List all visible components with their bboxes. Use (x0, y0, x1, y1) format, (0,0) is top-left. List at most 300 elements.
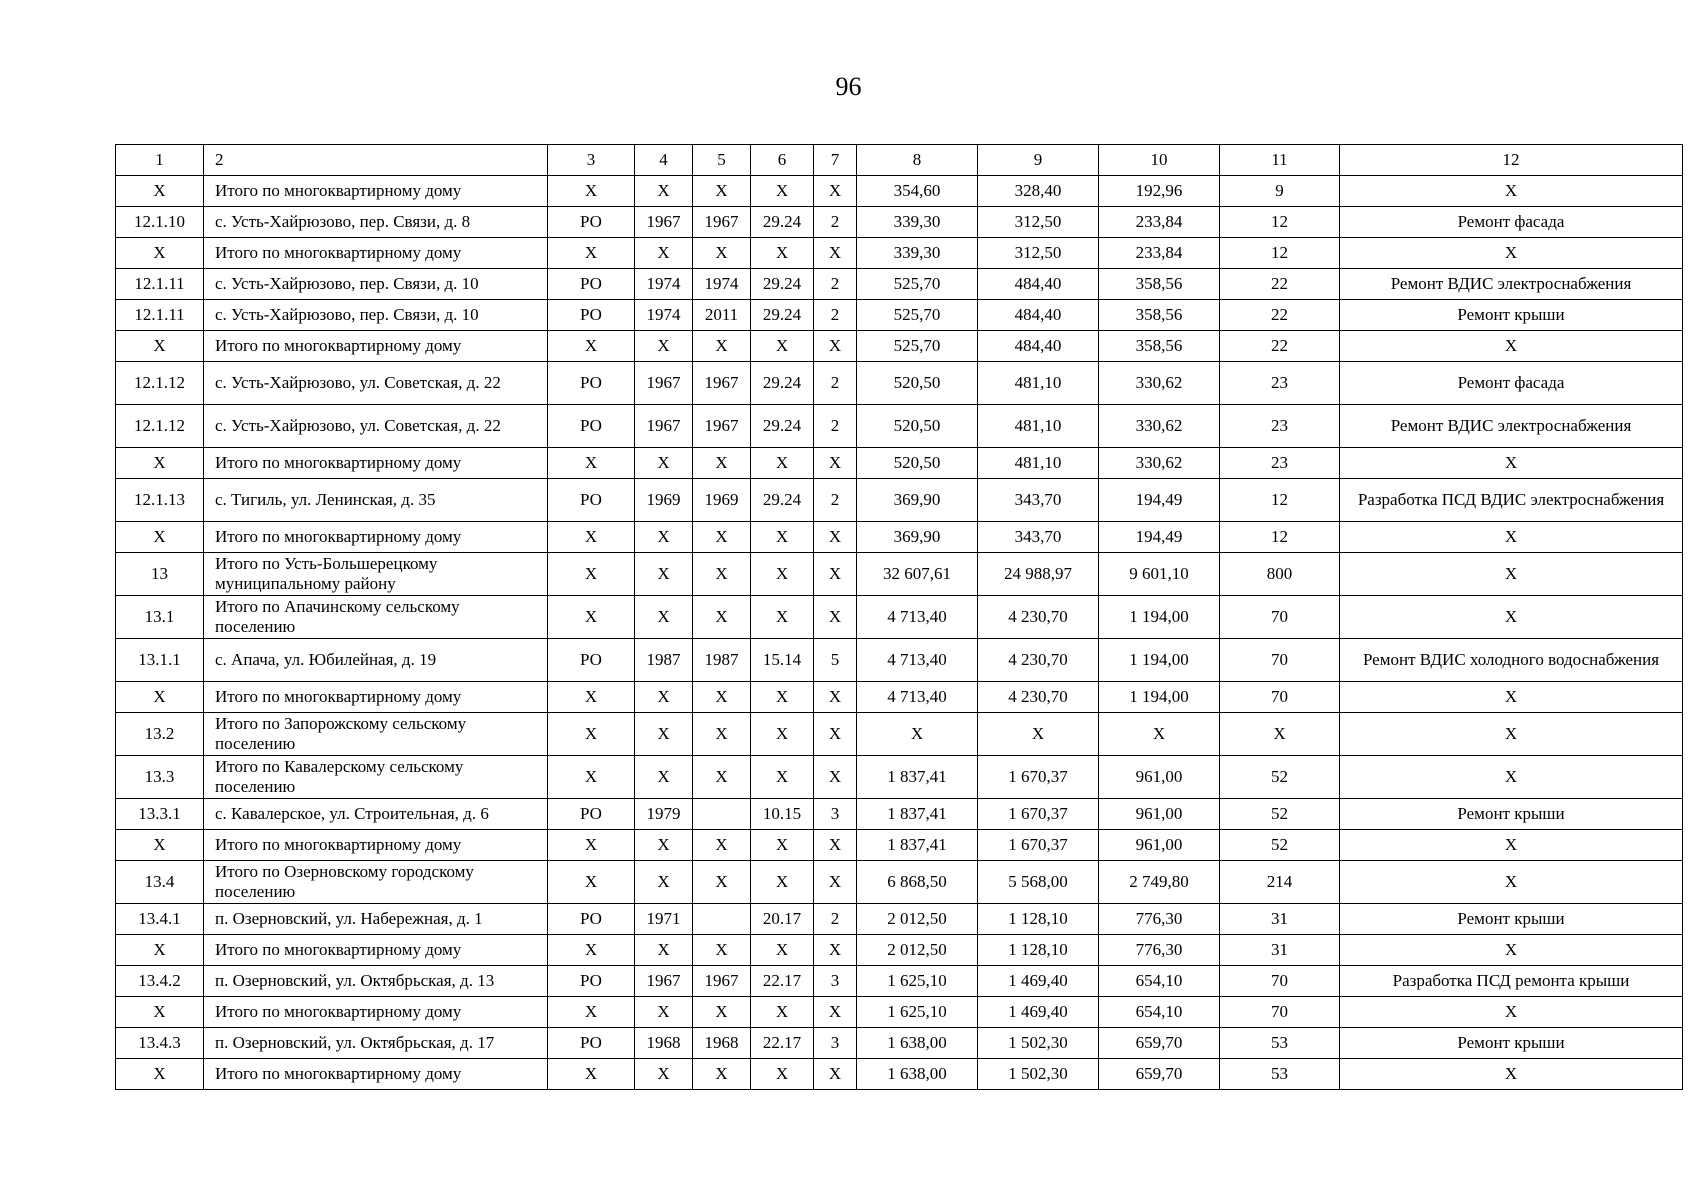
cell-floors: 3 (814, 799, 857, 830)
cell-total-area: 8 (857, 145, 978, 176)
table-row (116, 207, 1683, 238)
cell-num: 13.4.2 (116, 966, 204, 997)
cell-living-area: 1 128,10 (978, 935, 1099, 966)
cell-work-type: Ремонт ВДИС холодного водоснабжения (1340, 639, 1683, 682)
cell-total-area: 1 837,41 (857, 799, 978, 830)
cell-residential-area: 194,49 (1099, 522, 1220, 553)
cell-year-last-repair: X (693, 682, 751, 713)
cell-residential-area: 1 194,00 (1099, 639, 1220, 682)
cell-service-code: X (751, 238, 814, 269)
cell-work-type: Разработка ПСД ВДИС электроснабжения (1340, 479, 1683, 522)
cell-year-built: 1974 (635, 269, 693, 300)
cell-year-last-repair: X (693, 596, 751, 639)
cell-floors: 2 (814, 207, 857, 238)
cell-residential-area: 358,56 (1099, 331, 1220, 362)
table-row (116, 966, 1683, 997)
cell-year-built: 1969 (635, 479, 693, 522)
cell-num: 13.1 (116, 596, 204, 639)
cell-address: Итого по многоквартирному дому (204, 176, 548, 207)
cell-owner-type: РО (548, 1028, 635, 1059)
cell-num: X (116, 935, 204, 966)
table-row (116, 362, 1683, 405)
cell-num: 12.1.10 (116, 207, 204, 238)
cell-total-area: X (857, 713, 978, 756)
table-row (116, 331, 1683, 362)
table-row (116, 300, 1683, 331)
cell-residential-area: 776,30 (1099, 904, 1220, 935)
cell-owner-type: X (548, 331, 635, 362)
cell-total-area: 520,50 (857, 362, 978, 405)
cell-total-area: 32 607,61 (857, 553, 978, 596)
cell-total-area: 339,30 (857, 238, 978, 269)
cell-num: 13.4.3 (116, 1028, 204, 1059)
cell-work-type: X (1340, 1059, 1683, 1090)
cell-owner-type: X (548, 756, 635, 799)
cell-floors: 7 (814, 145, 857, 176)
cell-floors: 2 (814, 479, 857, 522)
cell-living-area: 312,50 (978, 238, 1099, 269)
cell-num: X (116, 238, 204, 269)
cell-floors: 3 (814, 1028, 857, 1059)
cell-living-area: 484,40 (978, 300, 1099, 331)
cell-residents: 12 (1220, 238, 1340, 269)
cell-total-area: 2 012,50 (857, 904, 978, 935)
cell-total-area: 1 837,41 (857, 830, 978, 861)
cell-address: п. Озерновский, ул. Набережная, д. 1 (204, 904, 548, 935)
cell-year-built: X (635, 861, 693, 904)
cell-address: п. Озерновский, ул. Октябрьская, д. 13 (204, 966, 548, 997)
cell-work-type: X (1340, 997, 1683, 1028)
cell-address: с. Тигиль, ул. Ленинская, д. 35 (204, 479, 548, 522)
cell-residents: 23 (1220, 448, 1340, 479)
cell-floors: X (814, 1059, 857, 1090)
cell-work-type: X (1340, 331, 1683, 362)
cell-year-built: 1968 (635, 1028, 693, 1059)
cell-year-last-repair: X (693, 713, 751, 756)
cell-residents: 23 (1220, 362, 1340, 405)
cell-residential-area: 330,62 (1099, 405, 1220, 448)
cell-address: Итого по многоквартирному дому (204, 682, 548, 713)
cell-service-code: X (751, 176, 814, 207)
cell-address: Итого по многоквартирному дому (204, 522, 548, 553)
cell-num: 13.1.1 (116, 639, 204, 682)
cell-floors: X (814, 238, 857, 269)
cell-address: Итого по многоквартирному дому (204, 997, 548, 1028)
cell-residential-area: 654,10 (1099, 966, 1220, 997)
cell-year-last-repair: X (693, 997, 751, 1028)
cell-owner-type: X (548, 861, 635, 904)
cell-work-type: Ремонт крыши (1340, 300, 1683, 331)
cell-address: с. Усть-Хайрюзово, пер. Связи, д. 10 (204, 269, 548, 300)
cell-work-type: X (1340, 861, 1683, 904)
table-row (116, 405, 1683, 448)
cell-num: X (116, 682, 204, 713)
cell-num: X (116, 331, 204, 362)
cell-residential-area: X (1099, 713, 1220, 756)
cell-owner-type: РО (548, 405, 635, 448)
cell-year-last-repair: 1969 (693, 479, 751, 522)
cell-owner-type: 3 (548, 145, 635, 176)
cell-total-area: 354,60 (857, 176, 978, 207)
cell-num: X (116, 448, 204, 479)
cell-year-built: 4 (635, 145, 693, 176)
cell-floors: 2 (814, 362, 857, 405)
cell-year-built: 1987 (635, 639, 693, 682)
table-row (116, 596, 1683, 639)
cell-year-last-repair: X (693, 756, 751, 799)
cell-residential-area: 10 (1099, 145, 1220, 176)
cell-service-code: 6 (751, 145, 814, 176)
cell-total-area: 4 713,40 (857, 596, 978, 639)
table-row (116, 713, 1683, 756)
cell-residential-area: 659,70 (1099, 1059, 1220, 1090)
cell-owner-type: X (548, 935, 635, 966)
cell-work-type: Ремонт фасада (1340, 207, 1683, 238)
cell-service-code: 29.24 (751, 300, 814, 331)
repair-program-table (115, 144, 1683, 1090)
cell-year-built: 1979 (635, 799, 693, 830)
cell-living-area: 1 469,40 (978, 997, 1099, 1028)
table-row (116, 553, 1683, 596)
cell-residents: 52 (1220, 830, 1340, 861)
cell-residents: 53 (1220, 1059, 1340, 1090)
cell-total-area: 520,50 (857, 448, 978, 479)
cell-num: 13.4.1 (116, 904, 204, 935)
cell-owner-type: РО (548, 300, 635, 331)
cell-address: Итого по Запорожскому сельскому поселению (204, 713, 548, 756)
cell-address: с. Усть-Хайрюзово, пер. Связи, д. 10 (204, 300, 548, 331)
cell-year-built: 1967 (635, 207, 693, 238)
cell-service-code: X (751, 682, 814, 713)
cell-year-built: X (635, 448, 693, 479)
cell-work-type: Ремонт ВДИС электроснабжения (1340, 269, 1683, 300)
cell-living-area: 481,10 (978, 448, 1099, 479)
cell-residential-area: 358,56 (1099, 269, 1220, 300)
cell-service-code: 29.24 (751, 207, 814, 238)
cell-address: 2 (204, 145, 548, 176)
cell-living-area: X (978, 713, 1099, 756)
cell-residential-area: 330,62 (1099, 362, 1220, 405)
cell-work-type: 12 (1340, 145, 1683, 176)
cell-num: 12.1.12 (116, 405, 204, 448)
cell-floors: X (814, 522, 857, 553)
cell-total-area: 525,70 (857, 269, 978, 300)
table-row (116, 1059, 1683, 1090)
cell-residents: X (1220, 713, 1340, 756)
cell-num: 13.4 (116, 861, 204, 904)
cell-work-type: X (1340, 756, 1683, 799)
cell-year-built: 1971 (635, 904, 693, 935)
cell-total-area: 369,90 (857, 522, 978, 553)
table-row (116, 799, 1683, 830)
cell-residents: 9 (1220, 176, 1340, 207)
cell-service-code: X (751, 830, 814, 861)
cell-year-built: X (635, 935, 693, 966)
cell-residential-area: 961,00 (1099, 830, 1220, 861)
cell-year-built: 1967 (635, 362, 693, 405)
cell-residential-area: 659,70 (1099, 1028, 1220, 1059)
cell-residents: 52 (1220, 756, 1340, 799)
cell-service-code: X (751, 1059, 814, 1090)
cell-address: Итого по многоквартирному дому (204, 830, 548, 861)
cell-residents: 31 (1220, 904, 1340, 935)
cell-total-area: 1 638,00 (857, 1028, 978, 1059)
cell-work-type: Ремонт ВДИС электроснабжения (1340, 405, 1683, 448)
cell-owner-type: РО (548, 207, 635, 238)
cell-owner-type: РО (548, 799, 635, 830)
table-row (116, 176, 1683, 207)
cell-total-area: 1 625,10 (857, 966, 978, 997)
cell-work-type: Ремонт крыши (1340, 799, 1683, 830)
cell-num: 12.1.11 (116, 269, 204, 300)
cell-living-area: 1 502,30 (978, 1059, 1099, 1090)
cell-service-code: 10.15 (751, 799, 814, 830)
cell-year-last-repair: X (693, 176, 751, 207)
table-row (116, 639, 1683, 682)
cell-year-built: X (635, 596, 693, 639)
cell-residents: 70 (1220, 966, 1340, 997)
cell-year-last-repair: X (693, 448, 751, 479)
cell-residential-area: 654,10 (1099, 997, 1220, 1028)
table-row (116, 935, 1683, 966)
cell-living-area: 1 670,37 (978, 756, 1099, 799)
cell-residential-area: 1 194,00 (1099, 682, 1220, 713)
cell-service-code: 29.24 (751, 362, 814, 405)
cell-address: Итого по многоквартирному дому (204, 331, 548, 362)
cell-num: X (116, 522, 204, 553)
cell-service-code: X (751, 861, 814, 904)
cell-residential-area: 233,84 (1099, 238, 1220, 269)
table-row (116, 238, 1683, 269)
cell-floors: X (814, 997, 857, 1028)
cell-total-area: 520,50 (857, 405, 978, 448)
cell-floors: 2 (814, 405, 857, 448)
cell-year-last-repair: 1967 (693, 362, 751, 405)
cell-address: с. Усть-Хайрюзово, ул. Советская, д. 22 (204, 362, 548, 405)
cell-year-last-repair: X (693, 830, 751, 861)
cell-work-type: X (1340, 713, 1683, 756)
cell-residential-area: 233,84 (1099, 207, 1220, 238)
cell-residential-area: 330,62 (1099, 448, 1220, 479)
cell-owner-type: X (548, 682, 635, 713)
cell-total-area: 6 868,50 (857, 861, 978, 904)
cell-year-last-repair: 2011 (693, 300, 751, 331)
cell-year-last-repair: 5 (693, 145, 751, 176)
cell-service-code: 22.17 (751, 1028, 814, 1059)
cell-owner-type: X (548, 553, 635, 596)
cell-living-area: 481,10 (978, 362, 1099, 405)
cell-service-code: 29.24 (751, 479, 814, 522)
cell-floors: X (814, 553, 857, 596)
cell-year-built: X (635, 238, 693, 269)
cell-num: 13 (116, 553, 204, 596)
cell-address: Итого по многоквартирному дому (204, 448, 548, 479)
cell-work-type: Ремонт крыши (1340, 904, 1683, 935)
cell-work-type: Ремонт крыши (1340, 1028, 1683, 1059)
cell-num: X (116, 176, 204, 207)
cell-total-area: 4 713,40 (857, 639, 978, 682)
cell-living-area: 328,40 (978, 176, 1099, 207)
table-row (116, 479, 1683, 522)
cell-work-type: Разработка ПСД ремонта крыши (1340, 966, 1683, 997)
cell-owner-type: X (548, 238, 635, 269)
cell-year-built: X (635, 176, 693, 207)
cell-year-built: 1967 (635, 405, 693, 448)
cell-owner-type: X (548, 448, 635, 479)
cell-residential-area: 776,30 (1099, 935, 1220, 966)
cell-year-built: X (635, 997, 693, 1028)
cell-address: с. Кавалерское, ул. Строительная, д. 6 (204, 799, 548, 830)
cell-year-last-repair: X (693, 1059, 751, 1090)
cell-living-area: 1 670,37 (978, 799, 1099, 830)
cell-owner-type: X (548, 830, 635, 861)
cell-address: с. Усть-Хайрюзово, ул. Советская, д. 22 (204, 405, 548, 448)
table-row (116, 997, 1683, 1028)
cell-work-type: Ремонт фасада (1340, 362, 1683, 405)
cell-address: с. Усть-Хайрюзово, пер. Связи, д. 8 (204, 207, 548, 238)
cell-owner-type: X (548, 713, 635, 756)
cell-total-area: 1 837,41 (857, 756, 978, 799)
cell-address: Итого по Кавалерскому сельскому поселению (204, 756, 548, 799)
cell-service-code: X (751, 331, 814, 362)
cell-year-built: 1967 (635, 966, 693, 997)
cell-year-last-repair: 1987 (693, 639, 751, 682)
cell-floors: 2 (814, 300, 857, 331)
cell-floors: X (814, 596, 857, 639)
cell-owner-type: X (548, 997, 635, 1028)
cell-residential-area: 9 601,10 (1099, 553, 1220, 596)
cell-residents: 23 (1220, 405, 1340, 448)
cell-residents: 53 (1220, 1028, 1340, 1059)
cell-total-area: 4 713,40 (857, 682, 978, 713)
table-row (116, 522, 1683, 553)
cell-owner-type: РО (548, 966, 635, 997)
cell-residential-area: 1 194,00 (1099, 596, 1220, 639)
cell-owner-type: РО (548, 904, 635, 935)
cell-num: X (116, 1059, 204, 1090)
cell-owner-type: РО (548, 479, 635, 522)
cell-residential-area: 2 749,80 (1099, 861, 1220, 904)
cell-owner-type: РО (548, 362, 635, 405)
cell-residents: 214 (1220, 861, 1340, 904)
cell-year-last-repair: X (693, 553, 751, 596)
cell-work-type: X (1340, 682, 1683, 713)
cell-work-type: X (1340, 935, 1683, 966)
cell-floors: X (814, 830, 857, 861)
table-row (116, 830, 1683, 861)
cell-living-area: 343,70 (978, 522, 1099, 553)
cell-year-last-repair: X (693, 861, 751, 904)
cell-num: 12.1.13 (116, 479, 204, 522)
cell-residential-area: 194,49 (1099, 479, 1220, 522)
cell-num: 12.1.11 (116, 300, 204, 331)
cell-residents: 12 (1220, 522, 1340, 553)
cell-residents: 11 (1220, 145, 1340, 176)
cell-address: п. Озерновский, ул. Октябрьская, д. 17 (204, 1028, 548, 1059)
cell-service-code: X (751, 935, 814, 966)
cell-residents: 70 (1220, 682, 1340, 713)
cell-year-built: 1974 (635, 300, 693, 331)
cell-owner-type: X (548, 522, 635, 553)
cell-living-area: 4 230,70 (978, 596, 1099, 639)
cell-living-area: 484,40 (978, 269, 1099, 300)
cell-total-area: 1 625,10 (857, 997, 978, 1028)
cell-total-area: 339,30 (857, 207, 978, 238)
cell-residents: 12 (1220, 479, 1340, 522)
table-row (116, 904, 1683, 935)
cell-address: Итого по Усть-Большерецкому муниципальному району (204, 553, 548, 596)
cell-num: X (116, 830, 204, 861)
cell-residential-area: 961,00 (1099, 799, 1220, 830)
cell-floors: X (814, 682, 857, 713)
cell-total-area: 525,70 (857, 331, 978, 362)
cell-owner-type: X (548, 1059, 635, 1090)
table-body (116, 145, 1683, 1090)
cell-service-code: X (751, 713, 814, 756)
cell-year-last-repair: 1967 (693, 207, 751, 238)
cell-address: с. Апача, ул. Юбилейная, д. 19 (204, 639, 548, 682)
cell-address: Итого по многоквартирному дому (204, 1059, 548, 1090)
cell-year-built: X (635, 522, 693, 553)
cell-service-code: 15.14 (751, 639, 814, 682)
table-row (116, 448, 1683, 479)
cell-year-built: X (635, 553, 693, 596)
cell-living-area: 1 469,40 (978, 966, 1099, 997)
cell-year-last-repair: X (693, 238, 751, 269)
cell-service-code: 29.24 (751, 269, 814, 300)
cell-num: X (116, 997, 204, 1028)
cell-service-code: 22.17 (751, 966, 814, 997)
cell-residents: 22 (1220, 331, 1340, 362)
cell-total-area: 525,70 (857, 300, 978, 331)
table-row (116, 269, 1683, 300)
cell-address: Итого по многоквартирному дому (204, 238, 548, 269)
cell-floors: X (814, 713, 857, 756)
cell-floors: 2 (814, 904, 857, 935)
cell-living-area: 1 128,10 (978, 904, 1099, 935)
table-row (116, 756, 1683, 799)
cell-owner-type: РО (548, 639, 635, 682)
cell-residents: 12 (1220, 207, 1340, 238)
cell-total-area: 2 012,50 (857, 935, 978, 966)
cell-year-built: X (635, 756, 693, 799)
cell-service-code: 29.24 (751, 405, 814, 448)
cell-floors: X (814, 176, 857, 207)
cell-service-code: X (751, 756, 814, 799)
cell-work-type: X (1340, 522, 1683, 553)
cell-owner-type: X (548, 596, 635, 639)
cell-work-type: X (1340, 830, 1683, 861)
cell-residential-area: 358,56 (1099, 300, 1220, 331)
cell-residents: 70 (1220, 639, 1340, 682)
table-row (116, 1028, 1683, 1059)
cell-service-code: X (751, 448, 814, 479)
cell-floors: X (814, 448, 857, 479)
cell-num: 13.3 (116, 756, 204, 799)
cell-year-last-repair: X (693, 331, 751, 362)
cell-living-area: 5 568,00 (978, 861, 1099, 904)
cell-year-last-repair: X (693, 522, 751, 553)
cell-total-area: 369,90 (857, 479, 978, 522)
cell-year-built: X (635, 830, 693, 861)
cell-total-area: 1 638,00 (857, 1059, 978, 1090)
cell-year-built: X (635, 713, 693, 756)
cell-num: 13.3.1 (116, 799, 204, 830)
cell-living-area: 1 670,37 (978, 830, 1099, 861)
table-row (116, 861, 1683, 904)
cell-floors: X (814, 756, 857, 799)
cell-residential-area: 961,00 (1099, 756, 1220, 799)
